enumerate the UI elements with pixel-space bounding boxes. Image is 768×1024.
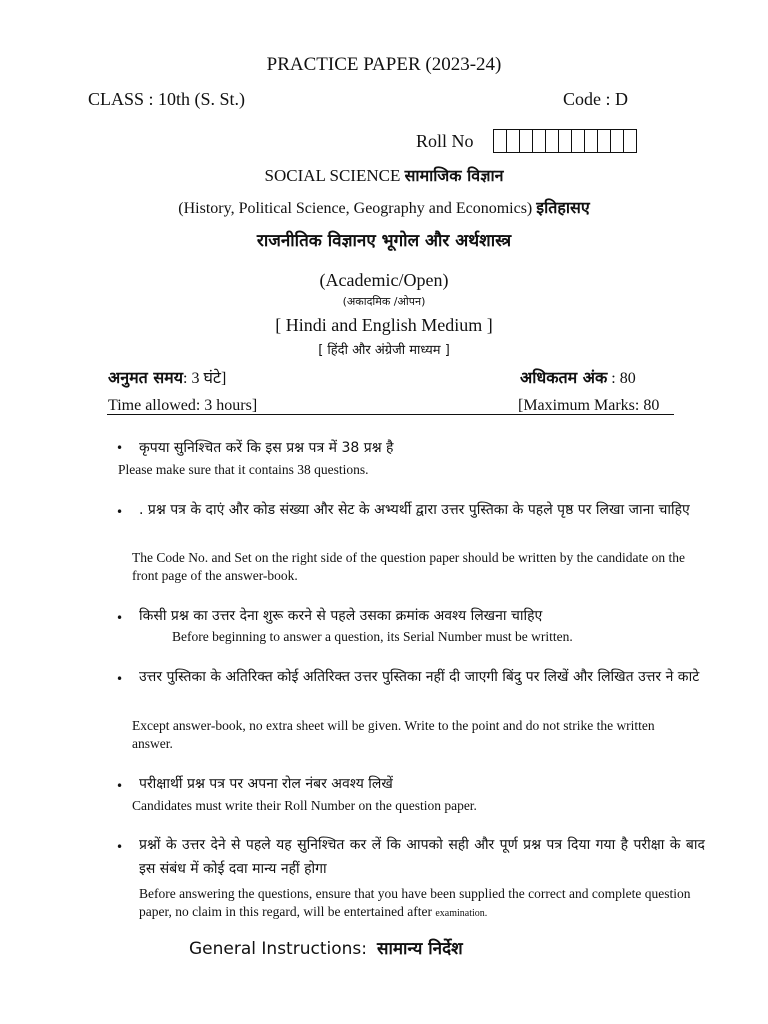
streams-hindi-1: इतिहासए	[536, 198, 590, 217]
bullet-icon: •	[116, 840, 124, 854]
marks-hindi-label: अधिकतम अंक	[520, 368, 608, 387]
general-instructions-hindi: सामान्य निर्देश	[376, 939, 463, 959]
instruction-1-hindi: कृपया सुनिश्चित करें कि इस प्रश्न पत्र में 38 प्रश्न है	[139, 440, 394, 456]
instruction-6-english-main: Before answering the questions, ensure that you have been supplied the correct and complete question paper, no claim in this regard, will be entertained after	[139, 886, 691, 919]
instruction-3-hindi: किसी प्रश्न का उत्तर देना शुरू करने से पहले उसका क्रमांक अवश्य लिखना चाहिए	[139, 608, 543, 624]
time-allowed-english: Time allowed: 3 hours]	[108, 397, 258, 414]
instruction-5-hindi: परीक्षार्थी प्रश्न पत्र पर अपना रोल नंबर अवश्य लिखें	[139, 776, 393, 792]
instruction-4-english: Except answer-book, no extra sheet will be given. Write to the point and do not strike the written answer.	[132, 718, 655, 751]
time-allowed-hindi	[108, 366, 226, 388]
general-instructions-english: General Instructions:	[189, 939, 367, 959]
bullet-icon: •	[116, 611, 124, 625]
time-hindi-value: : 3 घंटे]	[183, 370, 227, 387]
divider-rule	[107, 414, 674, 415]
streams-hindi-2: राजनीतिक विज्ञानए भूगोल और अर्थशास्त्र	[256, 231, 512, 251]
roll-number-boxes[interactable]	[493, 129, 637, 153]
instruction-6-english-tail: examination.	[435, 908, 488, 919]
mode-hindi: (अकादमिक /ओपन)	[342, 295, 426, 308]
streams-english: (History, Political Science, Geography and Economics)	[178, 200, 533, 217]
mode-english: (Academic/Open)	[319, 270, 449, 290]
instruction-2-english: The Code No. and Set on the right side of the question paper should be written by the candidate on the front page of the answer-book.	[132, 550, 685, 583]
subject-hindi: सामाजिक विज्ञान	[404, 166, 504, 185]
time-hindi-label: अनुमत समय	[108, 368, 184, 387]
instruction-6-english	[139, 885, 705, 923]
bullet-icon: •	[116, 441, 124, 455]
marks-hindi-value: : 80	[607, 370, 636, 387]
code-label: Code : D	[563, 89, 628, 109]
bullet-icon: •	[116, 779, 124, 793]
medium-hindi: [ हिंदी और अंग्रेजी माध्यम ]	[318, 343, 450, 358]
max-marks-hindi	[520, 366, 636, 388]
instruction-4-hindi: उत्तर पुस्तिका के अतिरिक्त कोई अतिरिक्त उत्तर पुस्तिका नहीं दी जाएगी बिंदु पर लिखें और लिखित उत्तर ने काटे	[139, 669, 700, 685]
instruction-5-english: Candidates must write their Roll Number on the question paper.	[132, 798, 477, 813]
medium-english: [ Hindi and English Medium ]	[275, 315, 493, 335]
paper-title: PRACTICE PAPER (2023-24)	[266, 54, 502, 75]
class-label: CLASS : 10th (S. St.)	[88, 89, 246, 109]
bullet-icon: •	[116, 505, 124, 519]
roll-number-label: Roll No	[416, 131, 474, 151]
bullet-icon: •	[116, 672, 124, 686]
subject-english: SOCIAL SCIENCE	[264, 166, 401, 185]
max-marks-english: [Maximum Marks: 80	[518, 397, 660, 414]
streams-line-1	[0, 196, 768, 218]
instruction-6-hindi: प्रश्नों के उत्तर देने से पहले यह सुनिश्चित कर लें कि आपको सही और पूर्ण प्रश्न पत्र दिया गया है परीक्षा के बाद इस संबंध में कोई दवा मान्य नहीं होगा	[139, 837, 705, 877]
instruction-2-hindi: . प्रश्न पत्र के दाएं और कोड संख्या और सेट के अभ्यर्थी द्वारा उत्तर पुस्तिका के पहले पृष्ठ पर लिखा जाना चाहिए	[139, 502, 690, 518]
subject-heading	[0, 164, 768, 186]
general-instructions-heading	[189, 936, 463, 959]
instruction-3-english: Before beginning to answer a question, its Serial Number must be written.	[172, 629, 573, 644]
instruction-1-english: Please make sure that it contains 38 questions.	[118, 462, 369, 477]
